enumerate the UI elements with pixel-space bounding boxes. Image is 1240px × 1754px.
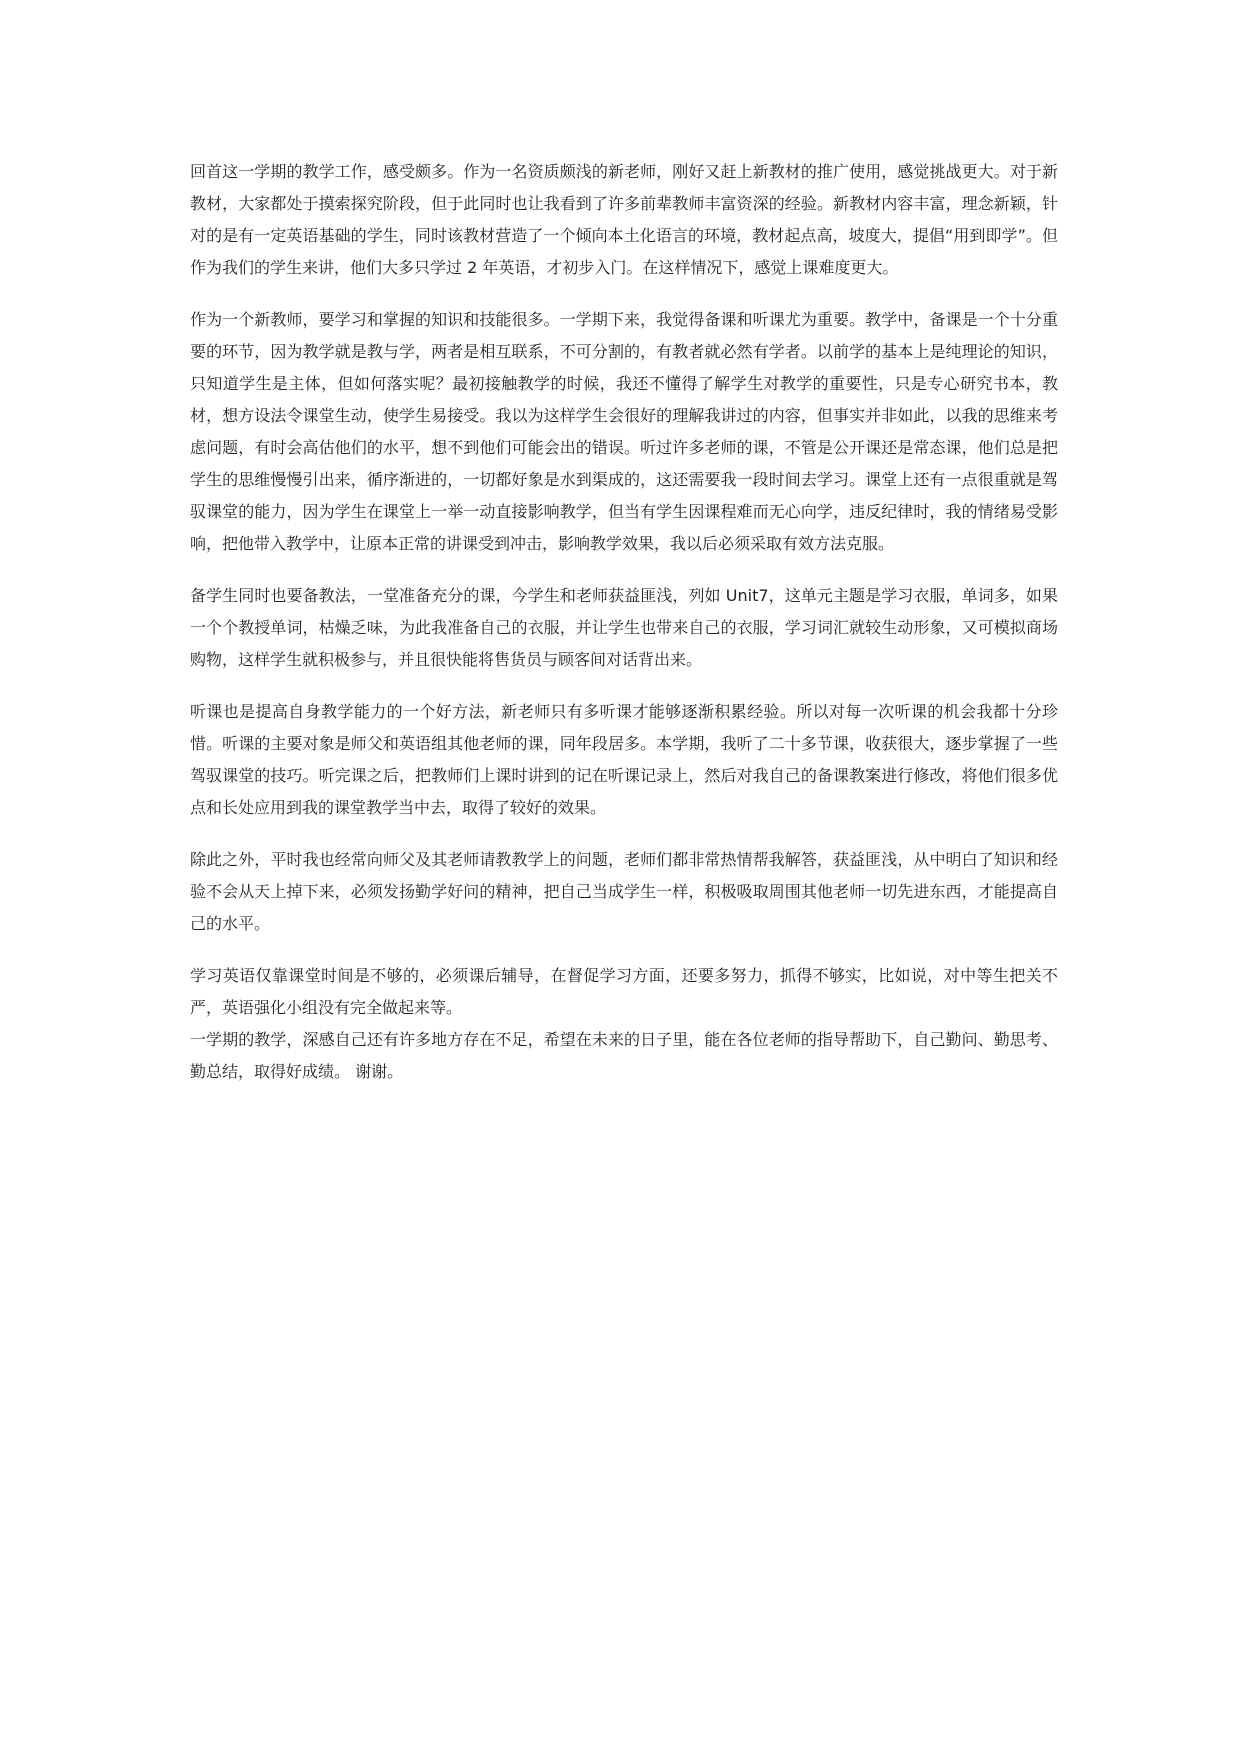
document-body — [190, 156, 1058, 1108]
paragraph-after-class: 学习英语仅靠课堂时间是不够的，必须课后辅导，在督促学习方面，还要多努力，抓得不够实，比如说，对中等生把关不严，英语强化小组没有完全做起来等。 — [190, 966, 1058, 1017]
paragraph-observation: 听课也是提高自身教学能力的一个好方法，新老师只有多听课才能够逐渐积累经验。所以对每一次听课的机会我都十分珍惜。听课的主要对象是师父和英语组其他老师的课，同年段居多。本学期，我听了二十多节课，收获很大，逐步掌握了一些驾驭课堂的技巧。听完课之后，把教师们上课时讲到的记在听课记录上，然后对我自己的备课教案进行修改，将他们很多优点和长处应用到我的课堂教学当中去，取得了较好的效果。 — [190, 702, 1058, 817]
paragraph-lesson-prep: 作为一个新教师，要学习和掌握的知识和技能很多。一学期下来，我觉得备课和听课尤为重要。教学中，备课是一个十分重要的环节，因为教学就是教与学，两者是相互联系，不可分割的，有教者就必然有学者。以前学的基本上是纯理论的知识，只知道学生是主体，但如何落实呢？最初接触教学的时候，我还不懂得了解学生对教学的重要性，只是专心研究书本，教材，想方设法令课堂生动，使学生易接受。我以为这样学生会很好的理解我讲过的内容，但事实并非如此，以我的思维来考虑问题，有时会高估他们的水平，想不到他们可能会出的错误。听过许多老师的课，不管是公开课还是常态课，他们总是把学生的思维慢慢引出来，循序渐进的，一切都好象是水到渠成的，这还需要我一段时间去学习。课堂上还有一点很重就是驾驭课堂的能力，因为学生在课堂上一举一动直接影响教学，但当有学生因课程难而无心向学，违反纪律时，我的情绪易受影响，把他带入教学中，让原本正常的讲课受到冲击，影响教学效果，我以后必须采取有效方法克服。 — [190, 310, 1058, 553]
paragraph-asking-teachers: 除此之外，平时我也经常向师父及其老师请教教学上的问题，老师们都非常热情帮我解答，获益匪浅，从中明白了知识和经验不会从天上掉下来，必须发扬勤学好问的精神，把自己当成学生一样，积极吸取周围其他老师一切先进东西，才能提高自己的水平。 — [190, 850, 1058, 933]
paragraph-intro: 回首这一学期的教学工作，感受颇多。作为一名资质颇浅的新老师，刚好又赶上新教材的推广使用，感觉挑战更大。对于新教材，大家都处于摸索探究阶段，但于此同时也让我看到了许多前辈教师丰富资深的经验。新教材内容丰富，理念新颖，针对的是有一定英语基础的学生，同时该教材营造了一个倾向本土化语言的环境，教材起点高，坡度大，提倡“用到即学”。但作为我们的学生来讲，他们大多只学过 2 年英语，才初步入门。在这样情况下，感觉上课难度更大。 — [190, 162, 1058, 277]
paragraph-conclusion: 一学期的教学，深感自己还有许多地方存在不足，希望在未来的日子里，能在各位老师的指导帮助下，自己勤问、勤思考、勤总结，取得好成绩。 谢谢。 — [190, 1030, 1058, 1081]
paragraph-teaching-methods: 备学生同时也要备教法，一堂准备充分的课，今学生和老师获益匪浅，列如 Unit7，这单元主题是学习衣服，单词多，如果一个个教授单词，枯燥乏味，为此我准备自己的衣服，并让学生也带来自己的衣服，学习词汇就较生动形象，又可模拟商场购物，这样学生就积极参与，并且很快能将售货员与顾客间对话背出来。 — [190, 586, 1058, 669]
